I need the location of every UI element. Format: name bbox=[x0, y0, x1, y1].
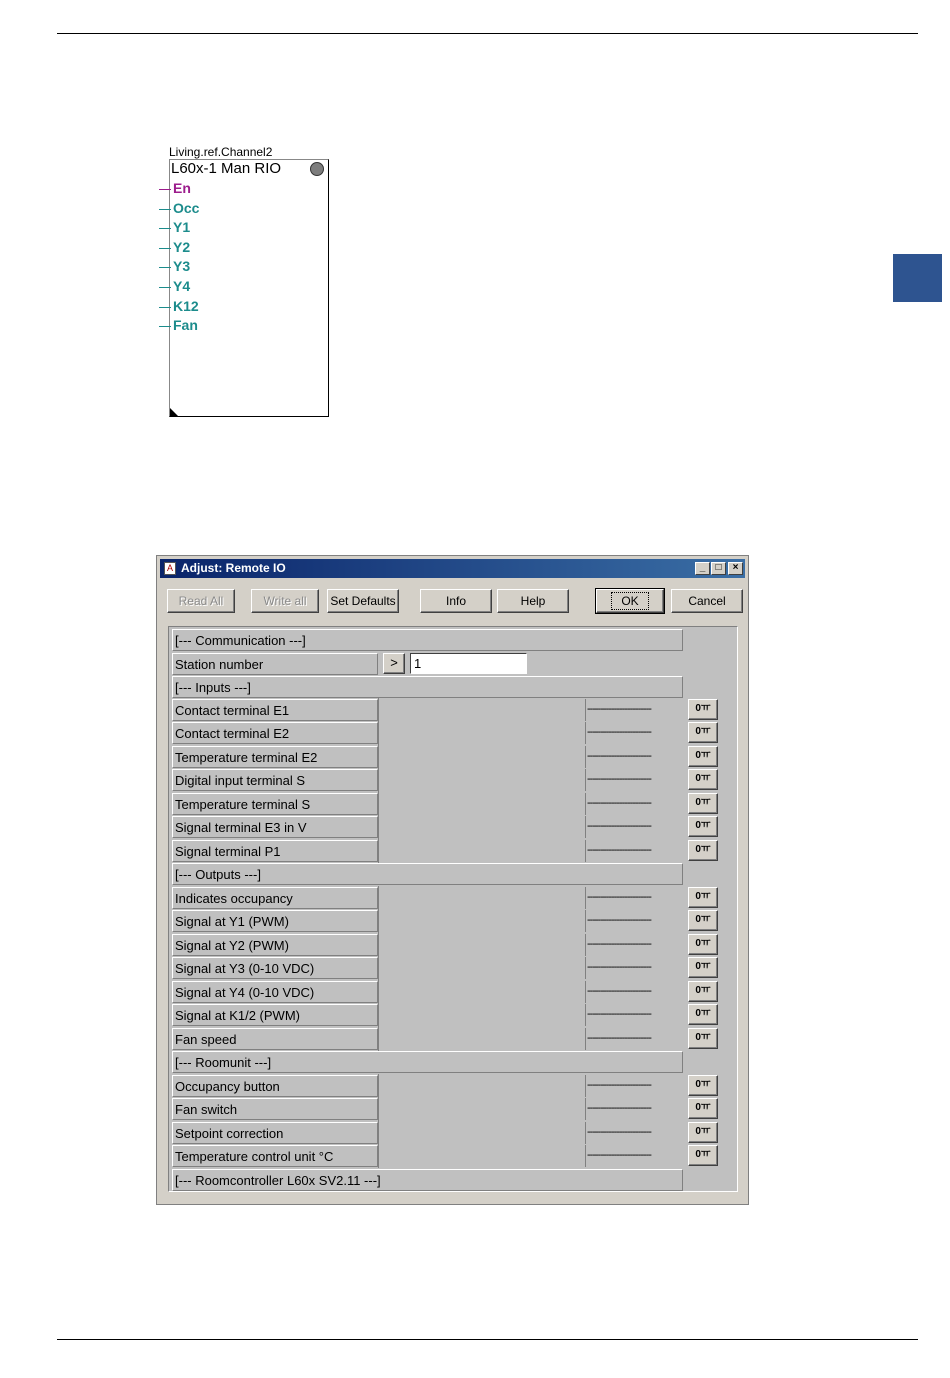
param-value: ------------------------ bbox=[585, 793, 678, 815]
param-value: ------------------------ bbox=[585, 957, 678, 979]
param-label: Indicates occupancy bbox=[172, 887, 378, 909]
param-label: Signal terminal P1 bbox=[172, 840, 378, 862]
column-divider bbox=[378, 886, 379, 1051]
section-header-communication: [--- Communication ---] bbox=[172, 629, 683, 651]
header-rule bbox=[57, 33, 918, 34]
input-pin[interactable]: En bbox=[159, 179, 191, 197]
block-title: L60x-1 Man RIO bbox=[171, 160, 282, 177]
key-button[interactable]: 0ㅠ bbox=[688, 1004, 718, 1025]
param-label: Signal at Y4 (0-10 VDC) bbox=[172, 981, 378, 1003]
block-reference: Living.ref.Channel2 bbox=[169, 145, 273, 159]
param-label: Contact terminal E2 bbox=[172, 722, 378, 744]
key-button[interactable]: 0ㅠ bbox=[688, 981, 718, 1002]
key-button[interactable]: 0ㅠ bbox=[688, 1122, 718, 1143]
key-button[interactable]: 0ㅠ bbox=[688, 699, 718, 720]
read-all-button[interactable]: Read All bbox=[167, 589, 235, 613]
input-pin[interactable]: Y3 bbox=[159, 257, 190, 275]
input-pin[interactable]: Y1 bbox=[159, 218, 190, 236]
key-button[interactable]: 0ㅠ bbox=[688, 840, 718, 861]
param-label: Signal at Y1 (PWM) bbox=[172, 910, 378, 932]
param-label: Occupancy button bbox=[172, 1075, 378, 1097]
key-button[interactable]: 0ㅠ bbox=[688, 1098, 718, 1119]
param-label: Temperature terminal S bbox=[172, 793, 378, 815]
input-pin[interactable]: Y4 bbox=[159, 277, 190, 295]
key-button[interactable]: 0ㅠ bbox=[688, 910, 718, 931]
param-label: Contact terminal E1 bbox=[172, 699, 378, 721]
param-label: Setpoint correction bbox=[172, 1122, 378, 1144]
resize-corner-icon bbox=[170, 408, 178, 416]
key-button[interactable]: 0ㅠ bbox=[688, 1028, 718, 1049]
column-divider bbox=[378, 1074, 379, 1168]
cancel-button[interactable]: Cancel bbox=[671, 589, 743, 613]
param-label: Signal at K1/2 (PWM) bbox=[172, 1004, 378, 1026]
param-value: ------------------------ bbox=[585, 816, 678, 838]
chapter-tab-marker bbox=[893, 254, 942, 302]
adjust-dialog bbox=[156, 555, 749, 1205]
input-pin[interactable]: Fan bbox=[159, 316, 198, 334]
dialog-title: Adjust: Remote IO bbox=[181, 561, 286, 575]
param-value: ------------------------ bbox=[585, 722, 678, 744]
minimize-button[interactable]: _ bbox=[695, 562, 710, 575]
section-header-outputs: [--- Outputs ---] bbox=[172, 863, 683, 885]
section-header-inputs: [--- Inputs ---] bbox=[172, 676, 683, 698]
section-footer-version: [--- Roomcontroller L60x SV2.11 ---] bbox=[172, 1169, 683, 1191]
help-button[interactable]: Help bbox=[497, 589, 569, 613]
maximize-button[interactable]: □ bbox=[711, 562, 726, 575]
param-value: ------------------------ bbox=[585, 934, 678, 956]
key-button[interactable]: 0ㅠ bbox=[688, 722, 718, 743]
param-label: Signal at Y2 (PWM) bbox=[172, 934, 378, 956]
input-pin[interactable]: Y2 bbox=[159, 238, 190, 256]
param-label: Signal terminal E3 in V bbox=[172, 816, 378, 838]
title-bar[interactable] bbox=[160, 559, 745, 578]
write-all-button[interactable]: Write all bbox=[251, 589, 319, 613]
key-button[interactable]: 0ㅠ bbox=[688, 887, 718, 908]
param-label: Fan switch bbox=[172, 1098, 378, 1120]
param-value: ------------------------ bbox=[585, 910, 678, 932]
key-button[interactable]: 0ㅠ bbox=[688, 769, 718, 790]
parameter-grid bbox=[168, 626, 738, 1192]
param-value: ------------------------ bbox=[585, 1145, 678, 1167]
key-button[interactable]: 0ㅠ bbox=[688, 957, 718, 978]
key-button[interactable]: 0ㅠ bbox=[688, 1145, 718, 1166]
param-label: Signal at Y3 (0-10 VDC) bbox=[172, 957, 378, 979]
param-value: ------------------------ bbox=[585, 1004, 678, 1026]
column-divider bbox=[378, 698, 379, 864]
param-label: Temperature terminal E2 bbox=[172, 746, 378, 768]
param-value: ------------------------ bbox=[585, 1098, 678, 1120]
key-button[interactable]: 0ㅠ bbox=[688, 1075, 718, 1096]
key-button[interactable]: 0ㅠ bbox=[688, 793, 718, 814]
param-label: Temperature control unit °C bbox=[172, 1145, 378, 1167]
param-value: ------------------------ bbox=[585, 746, 678, 768]
info-button[interactable]: Info bbox=[420, 589, 492, 613]
param-value: ------------------------ bbox=[585, 887, 678, 909]
input-pin[interactable]: Occ bbox=[159, 199, 199, 217]
ok-button[interactable] bbox=[596, 589, 664, 613]
param-label: Digital input terminal S bbox=[172, 769, 378, 791]
param-label: Fan speed bbox=[172, 1028, 378, 1050]
key-button[interactable]: 0ㅠ bbox=[688, 746, 718, 767]
param-value: ------------------------ bbox=[585, 981, 678, 1003]
status-led-icon bbox=[310, 162, 324, 176]
block-body[interactable] bbox=[169, 159, 329, 417]
param-value: ------------------------ bbox=[585, 1028, 678, 1050]
station-number-input[interactable] bbox=[410, 653, 527, 674]
key-button[interactable]: 0ㅠ bbox=[688, 816, 718, 837]
station-go-button[interactable]: > bbox=[383, 653, 405, 674]
param-value: ------------------------ bbox=[585, 1122, 678, 1144]
input-pin[interactable]: K12 bbox=[159, 297, 199, 315]
footer-rule bbox=[57, 1339, 918, 1340]
param-value: ------------------------ bbox=[585, 769, 678, 791]
set-defaults-button[interactable]: Set Defaults bbox=[327, 589, 399, 613]
param-value: ------------------------ bbox=[585, 1075, 678, 1097]
param-value: ------------------------ bbox=[585, 699, 678, 721]
section-header-roomunit: [--- Roomunit ---] bbox=[172, 1051, 683, 1073]
ok-label: OK bbox=[613, 594, 646, 608]
param-value: ------------------------ bbox=[585, 840, 678, 862]
station-number-label: Station number bbox=[172, 653, 378, 675]
close-button[interactable]: × bbox=[728, 562, 743, 575]
key-button[interactable]: 0ㅠ bbox=[688, 934, 718, 955]
app-icon: A bbox=[164, 562, 176, 575]
